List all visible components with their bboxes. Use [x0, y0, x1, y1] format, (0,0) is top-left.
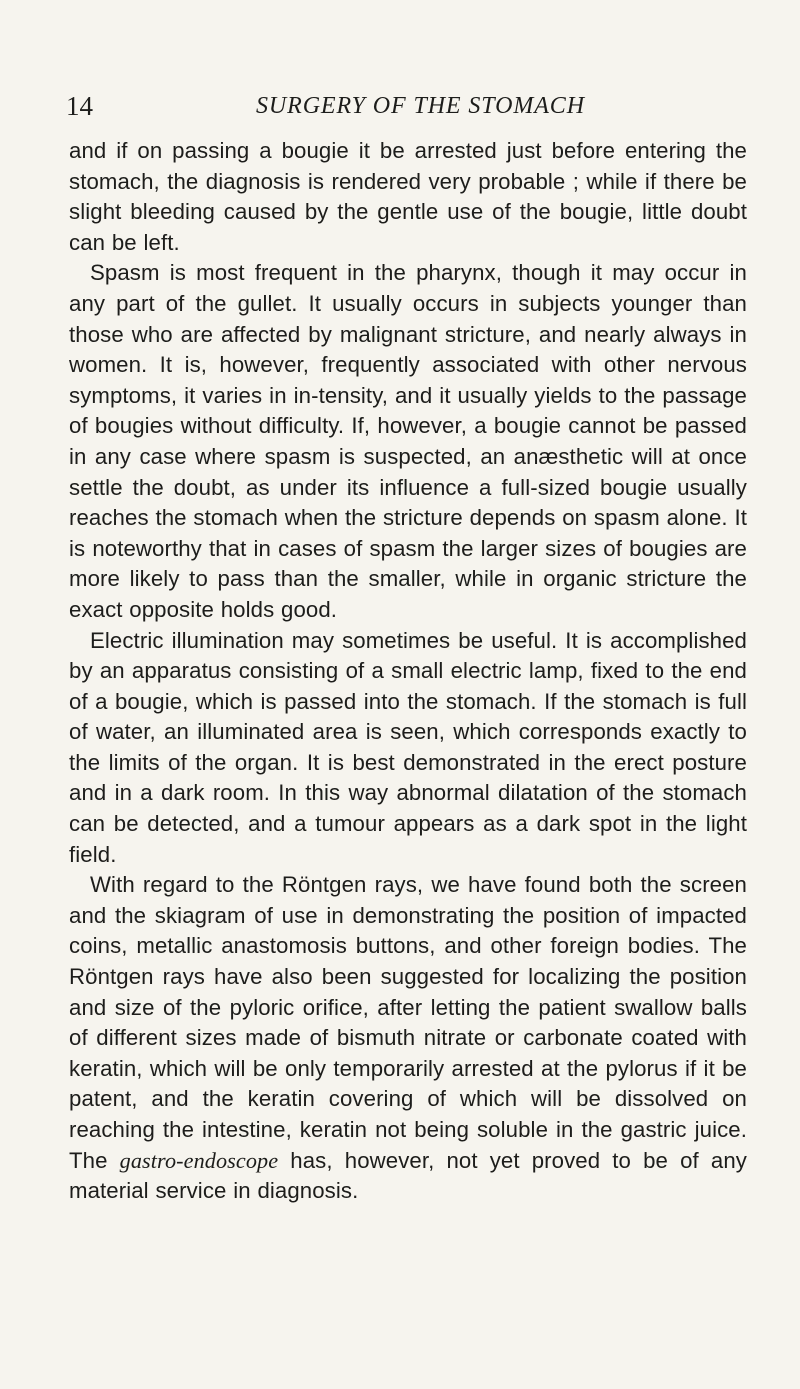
rontgen-text-after: has, however, not yet proved to be of any material service in diagnosis. [69, 1147, 748, 1204]
rontgen-text-before: With regard to the Röntgen rays, we have found both the screen and the skiagram of use in demonstrating the position of impacted coins, metallic anastomosis buttons, and other foreign bodies. The Röntgen rays have also been suggested for localizing the position and size of the pyloric orifice, after letting the patient swallow balls of different sizes made of bismuth nitrate or carbonate coated with keratin, which will be only temporarily arrested at the pylorus if it be patent, and the keratin covering of which will be dissolved on reaching the intestine, keratin not being soluble in the gastric juice. The [69, 872, 747, 1173]
paragraph-rontgen-rays [69, 870, 747, 1207]
paragraph-bougie-arrest: and if on passing a bougie it be arrested just before entering the stomach, the diagnosis is rendered very probable ; while if there be slight bleeding caused by the gentle use of the bougie, little doubt can be left. [69, 138, 747, 255]
paragraph-spasm: Spasm is most frequent in the pharynx, though it may occur in any part of the gullet. It usually occurs in subjects younger than those who are affected by malignant stricture, and nearly always in women. It is, however, frequently associated with other nervous symptoms, it varies in in-tensity, and it usually yields to the passage of bougies without difficulty. If, however, a bougie cannot be passed in any case where spasm is suspected, an anæsthetic will at once settle the doubt, as under its influence a full-sized bougie usually reaches the stomach when the stricture depends on spasm alone. It is noteworthy that in cases of spasm the larger sizes of bougies are more likely to pass than the smaller, while in organic stricture the exact opposite holds good. [69, 260, 747, 622]
running-head [66, 90, 747, 122]
body-text [69, 136, 747, 1207]
page-number: 14 [66, 91, 93, 121]
gastro-endoscope-term: gastro-endoscope [119, 1147, 279, 1173]
running-title: SURGERY OF THE STOMACH [256, 93, 585, 119]
paragraph-electric-illumination: Electric illumination may sometimes be useful. It is accomplished by an apparatus consisting of a small electric lamp, fixed to the end of a bougie, which is passed into the stomach. If the stomach is full of water, an illuminated area is seen, which corresponds exactly to the limits of the organ. It is best demonstrated in the erect posture and in a dark room. In this way abnormal dilatation of the stomach can be detected, and a tumour appears as a dark spot in the light field. [69, 627, 747, 867]
